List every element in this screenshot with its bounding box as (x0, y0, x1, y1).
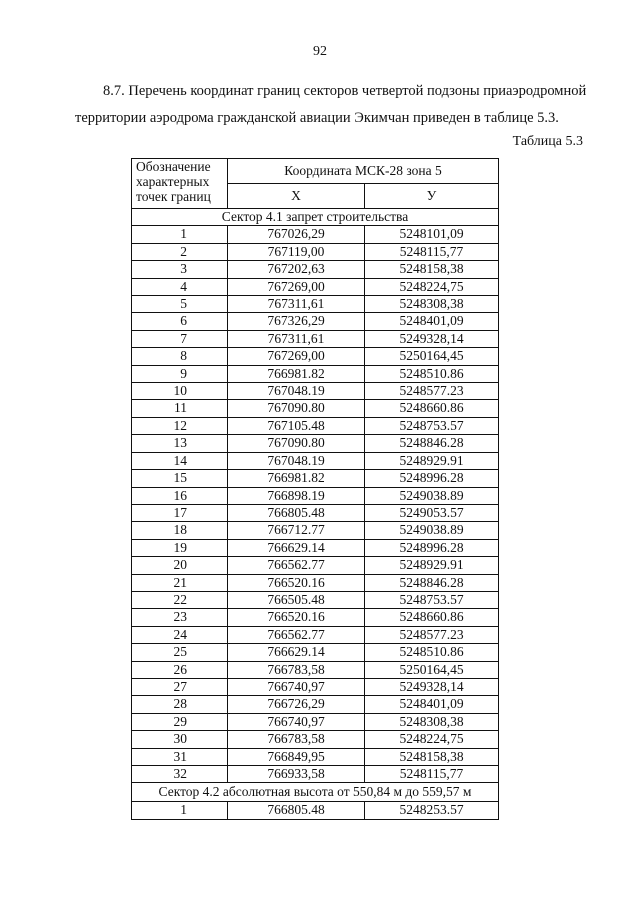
point-number: 10 (132, 383, 228, 400)
table-row (132, 452, 499, 469)
coord-y: 5248846.28 (365, 435, 499, 452)
table-row (132, 678, 499, 695)
coord-x: 766740,97 (228, 713, 365, 730)
coord-x: 766933,58 (228, 766, 365, 783)
coord-x: 766562.77 (228, 626, 365, 643)
point-number: 21 (132, 574, 228, 591)
point-number: 3 (132, 261, 228, 278)
coord-x: 766981.82 (228, 470, 365, 487)
point-number: 2 (132, 243, 228, 260)
coord-y: 5248846.28 (365, 574, 499, 591)
table-row (132, 539, 499, 556)
table-row (132, 591, 499, 608)
point-number: 12 (132, 417, 228, 434)
table-row (132, 731, 499, 748)
coord-x: 767311,61 (228, 330, 365, 347)
coord-x: 767119,00 (228, 243, 365, 260)
table-header-row (132, 159, 499, 184)
table-row (132, 504, 499, 521)
coord-y: 5248115,77 (365, 243, 499, 260)
coord-x: 767269,00 (228, 278, 365, 295)
point-number: 24 (132, 626, 228, 643)
coord-x: 766740,97 (228, 678, 365, 695)
table-row (132, 522, 499, 539)
coord-y: 5248510.86 (365, 365, 499, 382)
coord-x: 766562.77 (228, 557, 365, 574)
table-row (132, 574, 499, 591)
point-number: 5 (132, 296, 228, 313)
coord-x: 767202,63 (228, 261, 365, 278)
point-number: 6 (132, 313, 228, 330)
header-y: У (365, 184, 499, 209)
table-row (132, 748, 499, 765)
coord-x: 766629.14 (228, 644, 365, 661)
table-row (132, 296, 499, 313)
table-row (132, 383, 499, 400)
table-row (132, 313, 499, 330)
coord-y: 5248224,75 (365, 731, 499, 748)
point-number: 14 (132, 452, 228, 469)
coord-y: 5248158,38 (365, 261, 499, 278)
coord-y: 5248929.91 (365, 557, 499, 574)
table-row (132, 243, 499, 260)
point-number: 31 (132, 748, 228, 765)
point-number: 30 (132, 731, 228, 748)
coord-x: 766783,58 (228, 661, 365, 678)
coord-y: 5248253.57 (365, 802, 499, 819)
coord-y: 5249038.89 (365, 522, 499, 539)
coord-x: 767048.19 (228, 383, 365, 400)
table-caption: Таблица 5.3 (512, 134, 583, 149)
coord-x: 766629.14 (228, 539, 365, 556)
coord-y: 5248158,38 (365, 748, 499, 765)
coord-x: 767090.80 (228, 435, 365, 452)
section-1-title: Сектор 4.1 запрет строительства (132, 209, 499, 226)
coord-x: 766981.82 (228, 365, 365, 382)
table-row (132, 278, 499, 295)
coord-y: 5249053.57 (365, 504, 499, 521)
point-number: 27 (132, 678, 228, 695)
point-number: 18 (132, 522, 228, 539)
point-number: 32 (132, 766, 228, 783)
coord-y: 5250164,45 (365, 348, 499, 365)
coord-x: 766505.48 (228, 591, 365, 608)
point-number: 11 (132, 400, 228, 417)
coord-y: 5249328,14 (365, 678, 499, 695)
intro-paragraph-line-1: 8.7. Перечень координат границ секторов четвертой подзоны приаэродромной (103, 83, 587, 99)
point-number: 1 (132, 802, 228, 819)
table-row (132, 626, 499, 643)
section-2-title: Сектор 4.2 абсолютная высота от 550,84 м до 559,57 м (132, 783, 499, 802)
coord-x: 766726,29 (228, 696, 365, 713)
coord-y: 5248996.28 (365, 470, 499, 487)
coord-y: 5248101,09 (365, 226, 499, 243)
coord-y: 5248660.86 (365, 609, 499, 626)
coord-y: 5248753.57 (365, 417, 499, 434)
header-x: Х (228, 184, 365, 209)
table-row (132, 661, 499, 678)
table-row (132, 766, 499, 783)
point-number: 23 (132, 609, 228, 626)
section-row (132, 783, 499, 802)
coord-x: 767311,61 (228, 296, 365, 313)
intro-paragraph-line-2: территории аэродрома гражданской авиации Экимчан приведен в таблице 5.3. (75, 110, 559, 126)
point-number: 16 (132, 487, 228, 504)
coord-y: 5248401,09 (365, 313, 499, 330)
coord-y: 5248224,75 (365, 278, 499, 295)
point-number: 26 (132, 661, 228, 678)
coord-x: 767090.80 (228, 400, 365, 417)
point-number: 17 (132, 504, 228, 521)
table-row (132, 330, 499, 347)
coord-y: 5248753.57 (365, 591, 499, 608)
coord-x: 766805.48 (228, 504, 365, 521)
table-row (132, 470, 499, 487)
page-number: 92 (313, 44, 327, 59)
coord-x: 766520.16 (228, 609, 365, 626)
table-row (132, 348, 499, 365)
coord-x: 766805.48 (228, 802, 365, 819)
coord-y: 5249038.89 (365, 487, 499, 504)
coord-x: 766849,95 (228, 748, 365, 765)
table-row (132, 417, 499, 434)
coord-x: 767026,29 (228, 226, 365, 243)
table-row (132, 696, 499, 713)
coord-y: 5248115,77 (365, 766, 499, 783)
table-row (132, 644, 499, 661)
point-number: 4 (132, 278, 228, 295)
table-row (132, 609, 499, 626)
coord-x: 767326,29 (228, 313, 365, 330)
table-row (132, 261, 499, 278)
coord-x: 767048.19 (228, 452, 365, 469)
table-row (132, 557, 499, 574)
coordinates-table (131, 158, 499, 820)
coord-y: 5248996.28 (365, 539, 499, 556)
table-row (132, 226, 499, 243)
section-row (132, 209, 499, 226)
coord-y: 5249328,14 (365, 330, 499, 347)
coord-y: 5248577.23 (365, 383, 499, 400)
coord-y: 5248510.86 (365, 644, 499, 661)
table-row (132, 487, 499, 504)
table-row (132, 713, 499, 730)
point-number: 13 (132, 435, 228, 452)
table-row (132, 435, 499, 452)
coord-x: 766783,58 (228, 731, 365, 748)
point-number: 7 (132, 330, 228, 347)
header-point-designation: Обозначение характерных точек границ (132, 159, 228, 209)
coord-x: 767105.48 (228, 417, 365, 434)
coord-y: 5248308,38 (365, 713, 499, 730)
coord-y: 5248929.91 (365, 452, 499, 469)
point-number: 15 (132, 470, 228, 487)
coord-x: 766898.19 (228, 487, 365, 504)
table-row (132, 802, 499, 819)
coord-y: 5248660.86 (365, 400, 499, 417)
point-number: 29 (132, 713, 228, 730)
coord-x: 767269,00 (228, 348, 365, 365)
point-number: 22 (132, 591, 228, 608)
table-row (132, 400, 499, 417)
header-coordinate-system: Координата МСК-28 зона 5 (228, 159, 499, 184)
coord-x: 766520.16 (228, 574, 365, 591)
point-number: 28 (132, 696, 228, 713)
table-row (132, 365, 499, 382)
point-number: 20 (132, 557, 228, 574)
coord-y: 5248308,38 (365, 296, 499, 313)
point-number: 1 (132, 226, 228, 243)
coord-y: 5248401,09 (365, 696, 499, 713)
point-number: 25 (132, 644, 228, 661)
coord-y: 5248577.23 (365, 626, 499, 643)
coord-y: 5250164,45 (365, 661, 499, 678)
coord-x: 766712.77 (228, 522, 365, 539)
point-number: 9 (132, 365, 228, 382)
point-number: 19 (132, 539, 228, 556)
point-number: 8 (132, 348, 228, 365)
